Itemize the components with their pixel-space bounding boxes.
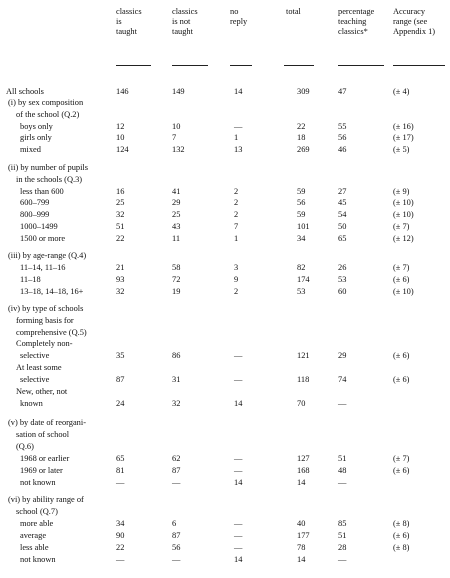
table-row	[0, 466, 450, 476]
table-row	[0, 430, 450, 440]
cell-value: 22	[116, 234, 125, 243]
header-rule	[393, 65, 445, 66]
cell-value: —	[172, 478, 181, 487]
cell-value: 65	[338, 234, 347, 243]
table-row	[0, 387, 450, 397]
cell-value: 7	[172, 133, 177, 142]
cell-value: (± 4)	[393, 87, 410, 96]
row-label: less than 600	[20, 187, 64, 196]
table-row	[0, 442, 450, 452]
cell-value: —	[338, 478, 347, 487]
cell-value: —	[234, 122, 243, 131]
cell-value: 45	[338, 198, 347, 207]
cell-value: 93	[116, 275, 125, 284]
cell-value: 14	[297, 555, 306, 564]
cell-value: 177	[297, 531, 310, 540]
row-label: average	[20, 531, 47, 540]
table-row	[0, 122, 450, 132]
header-percentage	[338, 7, 374, 37]
header-line: is not	[172, 17, 191, 26]
cell-value: 16	[116, 187, 125, 196]
cell-value: 41	[172, 187, 181, 196]
row-label: selective	[20, 375, 50, 384]
cell-value: 2	[234, 210, 239, 219]
table-row	[0, 187, 450, 197]
row-label: 600–799	[20, 198, 50, 207]
row-label: (i) by sex composition	[8, 98, 84, 107]
cell-value: —	[234, 375, 243, 384]
cell-value: 90	[116, 531, 125, 540]
header-line: classics	[116, 7, 142, 16]
cell-value: 32	[116, 287, 125, 296]
row-label: more able	[20, 519, 54, 528]
cell-value: 26	[338, 263, 347, 272]
cell-value: 59	[297, 187, 306, 196]
row-label: At least some	[16, 363, 62, 372]
cell-value: (± 12)	[393, 234, 414, 243]
cell-value: 51	[338, 531, 347, 540]
header-rule	[116, 65, 151, 66]
row-label: 1500 or more	[20, 234, 66, 243]
row-label: known	[20, 399, 43, 408]
cell-value: 14	[234, 87, 243, 96]
cell-value: 174	[297, 275, 310, 284]
cell-value: 25	[172, 210, 181, 219]
row-label: (vi) by ability range of	[8, 495, 84, 504]
cell-value: 118	[297, 375, 310, 384]
cell-value: 14	[297, 478, 306, 487]
cell-value: 32	[172, 399, 181, 408]
row-label: 11–14, 11–16	[20, 263, 66, 272]
cell-value: 11	[172, 234, 181, 243]
cell-value: 53	[297, 287, 306, 296]
table-row	[0, 555, 450, 565]
cell-value: (± 6)	[393, 531, 410, 540]
header-rule	[172, 65, 208, 66]
cell-value: 18	[297, 133, 306, 142]
header-accuracy	[393, 7, 435, 37]
table-row	[0, 454, 450, 464]
cell-value: 29	[338, 351, 347, 360]
cell-value: 1	[234, 133, 239, 142]
cell-value: (± 10)	[393, 287, 414, 296]
cell-value: 28	[338, 543, 347, 552]
cell-value: 13	[234, 145, 243, 154]
cell-value: 55	[338, 122, 347, 131]
cell-value: (± 7)	[393, 222, 410, 231]
cell-value: 47	[338, 87, 347, 96]
cell-value: 12	[116, 122, 125, 131]
cell-value: 87	[172, 466, 181, 475]
cell-value: (± 9)	[393, 187, 410, 196]
cell-value: 56	[338, 133, 347, 142]
row-label: (iv) by type of schools	[8, 304, 84, 313]
cell-value: 34	[297, 234, 306, 243]
cell-value: 2	[234, 198, 239, 207]
cell-value: 14	[234, 399, 243, 408]
header-line: Accuracy	[393, 7, 426, 16]
cell-value: 51	[116, 222, 125, 231]
cell-value: 58	[172, 263, 181, 272]
cell-value: 25	[116, 198, 125, 207]
cell-value: (± 6)	[393, 466, 410, 475]
cell-value: 124	[116, 145, 129, 154]
cell-value: 10	[116, 133, 125, 142]
cell-value: 87	[116, 375, 125, 384]
cell-value: (± 8)	[393, 519, 410, 528]
cell-value: (± 7)	[393, 263, 410, 272]
row-label: of the school (Q.2)	[16, 110, 80, 119]
header-total	[286, 7, 301, 17]
row-label: mixed	[20, 145, 41, 154]
cell-value: 3	[234, 263, 239, 272]
cell-value: 34	[116, 519, 125, 528]
cell-value: 31	[172, 375, 181, 384]
header-classics-taught	[116, 7, 142, 37]
header-rule	[338, 65, 384, 66]
cell-value: 43	[172, 222, 181, 231]
cell-value: 50	[338, 222, 347, 231]
cell-value: 21	[116, 263, 125, 272]
table-row	[0, 287, 450, 297]
cell-value: 2	[234, 187, 239, 196]
header-line: Appendix 1)	[393, 27, 436, 36]
row-label: 13–18, 14–18, 16+	[20, 287, 84, 296]
cell-value: —	[234, 543, 243, 552]
cell-value: 132	[172, 145, 185, 154]
header-line: classics	[172, 7, 198, 16]
row-label: New, other, not	[16, 387, 68, 396]
row-label: (v) by date of reorgani-	[8, 418, 86, 427]
cell-value: 72	[172, 275, 181, 284]
cell-value: 78	[297, 543, 306, 552]
table-row	[0, 316, 450, 326]
cell-value: 35	[116, 351, 125, 360]
cell-value: (± 6)	[393, 351, 410, 360]
cell-value: (± 5)	[393, 145, 410, 154]
cell-value: —	[338, 399, 347, 408]
cell-value: 149	[172, 87, 185, 96]
table-row	[0, 478, 450, 488]
cell-value: 74	[338, 375, 347, 384]
row-label: (ii) by number of pupils	[8, 163, 89, 172]
cell-value: 19	[172, 287, 181, 296]
cell-value: 127	[297, 454, 310, 463]
table-row	[0, 198, 450, 208]
header-line: taught	[116, 27, 137, 36]
row-label: boys only	[20, 122, 53, 131]
cell-value: 24	[116, 399, 125, 408]
cell-value: 56	[297, 198, 306, 207]
cell-value: (± 10)	[393, 210, 414, 219]
cell-value: —	[338, 555, 347, 564]
header-line: total	[286, 7, 301, 16]
cell-value: (± 6)	[393, 275, 410, 284]
row-label: girls only	[20, 133, 52, 142]
cell-value: —	[234, 351, 243, 360]
row-label: 11–18	[20, 275, 41, 284]
cell-value: 146	[116, 87, 129, 96]
table-row	[0, 507, 450, 517]
header-no-reply	[230, 7, 247, 27]
table-row	[0, 234, 450, 244]
cell-value: 51	[338, 454, 347, 463]
table-row	[0, 222, 450, 232]
cell-value: 85	[338, 519, 347, 528]
header-rule	[230, 65, 252, 66]
table-row	[0, 399, 450, 409]
cell-value: —	[172, 555, 181, 564]
table-row	[0, 251, 450, 261]
header-line: percentage	[338, 7, 375, 16]
table-row	[0, 145, 450, 155]
cell-value: —	[234, 454, 243, 463]
cell-value: 48	[338, 466, 347, 475]
cell-value: 2	[234, 287, 239, 296]
cell-value: 7	[234, 222, 239, 231]
cell-value: —	[234, 466, 243, 475]
row-label: forming basis for	[16, 316, 74, 325]
cell-value: 9	[234, 275, 239, 284]
table-row	[0, 339, 450, 349]
table-row	[0, 263, 450, 273]
table-row	[0, 163, 450, 173]
cell-value: 60	[338, 287, 347, 296]
row-label: sation of school	[16, 430, 70, 439]
row-label: school (Q.7)	[16, 507, 58, 516]
cell-value: 59	[297, 210, 306, 219]
row-label: in the schools (Q.3)	[16, 175, 83, 184]
cell-value: 32	[116, 210, 125, 219]
table-row	[0, 110, 450, 120]
row-label: not known	[20, 478, 56, 487]
cell-value: 86	[172, 351, 181, 360]
cell-value: 14	[234, 478, 243, 487]
table-row	[0, 210, 450, 220]
cell-value: 22	[116, 543, 125, 552]
cell-value: —	[116, 555, 125, 564]
cell-value: —	[116, 478, 125, 487]
table-row	[0, 418, 450, 428]
cell-value: —	[234, 519, 243, 528]
cell-value: (± 17)	[393, 133, 414, 142]
header-line: is	[116, 17, 122, 26]
table-row	[0, 87, 450, 97]
cell-value: (± 6)	[393, 375, 410, 384]
table-row	[0, 275, 450, 285]
cell-value: 46	[338, 145, 347, 154]
cell-value: 168	[297, 466, 310, 475]
table-row	[0, 363, 450, 373]
cell-value: 40	[297, 519, 306, 528]
row-label: Completely non-	[16, 339, 73, 348]
cell-value: 101	[297, 222, 310, 231]
header-line: classics*	[338, 27, 368, 36]
row-label: comprehensive (Q.5)	[16, 328, 87, 337]
row-label: (Q.6)	[16, 442, 34, 451]
table-row	[0, 375, 450, 385]
cell-value: —	[234, 531, 243, 540]
cell-value: 56	[172, 543, 181, 552]
header-line: taught	[172, 27, 193, 36]
cell-value: (± 8)	[393, 543, 410, 552]
table-row	[0, 519, 450, 529]
header-line: teaching	[338, 17, 367, 26]
table-row	[0, 175, 450, 185]
header-line: reply	[230, 17, 248, 26]
cell-value: 269	[297, 145, 310, 154]
cell-value: 14	[234, 555, 243, 564]
header-rule	[284, 65, 314, 66]
cell-value: (± 16)	[393, 122, 414, 131]
cell-value: 70	[297, 399, 306, 408]
table-row	[0, 351, 450, 361]
cell-value: 87	[172, 531, 181, 540]
cell-value: 1	[234, 234, 239, 243]
cell-value: 121	[297, 351, 310, 360]
row-label: All schools	[6, 87, 44, 96]
cell-value: (± 7)	[393, 454, 410, 463]
table-row	[0, 495, 450, 505]
cell-value: (± 10)	[393, 198, 414, 207]
cell-value: 54	[338, 210, 347, 219]
cell-value: 53	[338, 275, 347, 284]
row-label: 1969 or later	[20, 466, 63, 475]
table-row	[0, 531, 450, 541]
table-row	[0, 98, 450, 108]
row-label: (iii) by age-range (Q.4)	[8, 251, 87, 260]
cell-value: 81	[116, 466, 125, 475]
header-line: range (see	[393, 17, 428, 26]
cell-value: 29	[172, 198, 181, 207]
cell-value: 309	[297, 87, 310, 96]
table-row	[0, 304, 450, 314]
cell-value: 10	[172, 122, 181, 131]
header-line: no	[230, 7, 239, 16]
cell-value: 65	[116, 454, 125, 463]
cell-value: 22	[297, 122, 306, 131]
row-label: 800–999	[20, 210, 50, 219]
row-label: 1968 or earlier	[20, 454, 70, 463]
row-label: selective	[20, 351, 50, 360]
cell-value: 27	[338, 187, 347, 196]
row-label: not known	[20, 555, 56, 564]
cell-value: 82	[297, 263, 306, 272]
cell-value: 62	[172, 454, 181, 463]
row-label: 1000–1499	[20, 222, 58, 231]
cell-value: 6	[172, 519, 177, 528]
table-row	[0, 543, 450, 553]
table-row	[0, 328, 450, 338]
table-row	[0, 133, 450, 143]
row-label: less able	[20, 543, 49, 552]
header-classics-not-taught	[172, 7, 198, 37]
